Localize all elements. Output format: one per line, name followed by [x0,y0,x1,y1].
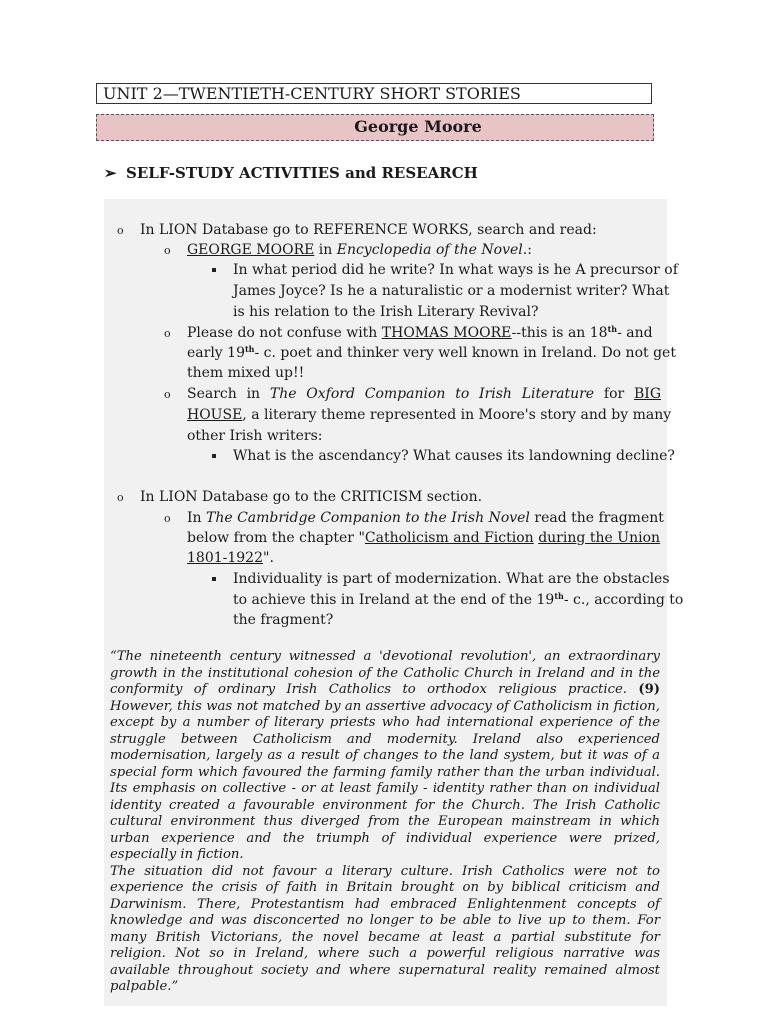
oxford-companion-title: The Oxford Companion to Irish Literature [269,386,595,402]
question-3-line-2: to achieve this in Ireland at the end of the 19th- c., according to [233,591,684,608]
question-1-line-3: is his relation to the Irish Literary Revival? [233,304,539,320]
activity-1-item-1: GEORGE MOORE in Encyclopedia of the Novel.: [187,242,532,258]
activity-2-item-1-line-2: below from the chapter "Catholicism and Fiction during the Union [187,530,661,546]
question-2: What is the ascendancy? What causes its landowning decline? [233,448,675,464]
author-title-box [96,114,654,141]
quote-paragraph-2: The situation did not favour a literary culture. Irish Catholics were not to experience the crisis of faith in Britain brought on by biblical criticism and Darwinism. There, Protestantism had embraced Enlightenment concepts of knowledge and was disconcerted no longer to be able to live up to them. For many British Victorians, the novel became at least a partial substitute for religion. Not so in Ireland, where such a powerful religious narrative was available throughout society and where supernatural reality remained almost palpable.” [110,863,660,994]
circle-bullet-icon: o [117,224,124,237]
unit-title: UNIT 2—TWENTIETH-CENTURY SHORT STORIES [103,84,521,103]
activity-1-item-3-line-1: Search in The Oxford Companion to Irish Literature for BIG [187,386,662,402]
section-heading-text: SELF-STUDY ACTIVITIES and RESEARCH [126,164,478,182]
square-bullet-icon [212,577,216,581]
question-1-line-2: James Joyce? Is he a naturalistic or a modernist writer? What [233,283,670,299]
arrow-bullet-icon: ➢ [104,164,117,182]
catholicism-fiction-link[interactable]: Catholicism and Fiction [364,530,534,546]
circle-bullet-icon: o [164,512,171,525]
during-union-link[interactable]: during the Union [538,530,661,546]
activity-2-item-1-line-1: In The Cambridge Companion to the Irish Novel read the fragment [187,510,664,526]
big-house-link[interactable]: HOUSE [187,407,243,423]
activity-1-item-3-line-2: HOUSE, a literary theme represented in Moore's story and by many [187,407,672,423]
quote-paragraph-1: “The nineteenth century witnessed a 'devotional revolution', an extraordinary growth in the institutional cohesion of the Catholic Church in Ireland and in the conformity of ordinary Irish Catholics to orthodox religious practice. (9) However, this was not matched by an assertive advocacy of Catholicism in fiction, except by a number of literary priests who had international experience of the struggle between Catholicism and modernity. Ireland also experienced modernisation, largely as a result of changes to the land system, but it was of a special form which favoured the farming family rather than the urban individual. Its emphasis on collective - or at least family - identity rather than on individual identity created a favourable environment for the Church. The Irish Catholic cultural environment thus diverged from the European mainstream in which urban experience and the triumph of individual experience were prized, especially in fiction. [110,649,660,862]
thomas-moore-link[interactable]: THOMAS MOORE [381,325,512,341]
activity-2-text: In LION Database go to the CRITICISM section. [140,489,483,505]
activity-1-text: In LION Database go to REFERENCE WORKS, search and read: [140,222,597,238]
question-1-line-1: In what period did he write? In what ways is he A precursor of [233,262,678,278]
activity-1-item-2-line-3: them mixed up!! [187,365,305,381]
footnote-reference: (9) [638,682,660,697]
section-heading [104,164,478,182]
question-3-line-1: Individuality is part of modernization. What are the obstacles [233,571,670,587]
square-bullet-icon [212,268,216,272]
circle-bullet-icon: o [164,388,171,401]
circle-bullet-icon: o [117,491,124,504]
square-bullet-icon [212,454,216,458]
big-house-link[interactable]: BIG [634,386,662,402]
activity-1-item-2-line-1: Please do not confuse with THOMAS MOORE--this is an 18th- and [187,324,653,341]
circle-bullet-icon: o [164,244,171,257]
unit-title-box [96,83,652,104]
encyclopedia-title: Encyclopedia of the Novel [336,242,523,258]
activity-1-item-2-line-2: early 19th- c. poet and thinker very well known in Ireland. Do not get [187,344,676,361]
george-moore-link[interactable]: GEORGE MOORE [187,242,315,258]
activity-2-item-1-line-3: 1801-1922". [187,550,274,566]
activity-1-item-3-line-3: other Irish writers: [187,428,323,444]
circle-bullet-icon: o [164,327,171,340]
years-link[interactable]: 1801-1922 [187,550,263,566]
quoted-fragment [110,649,660,996]
author-title: George Moore [354,117,482,136]
question-3-line-3: the fragment? [233,612,334,628]
cambridge-companion-title: The Cambridge Companion to the Irish Novel [206,510,530,526]
